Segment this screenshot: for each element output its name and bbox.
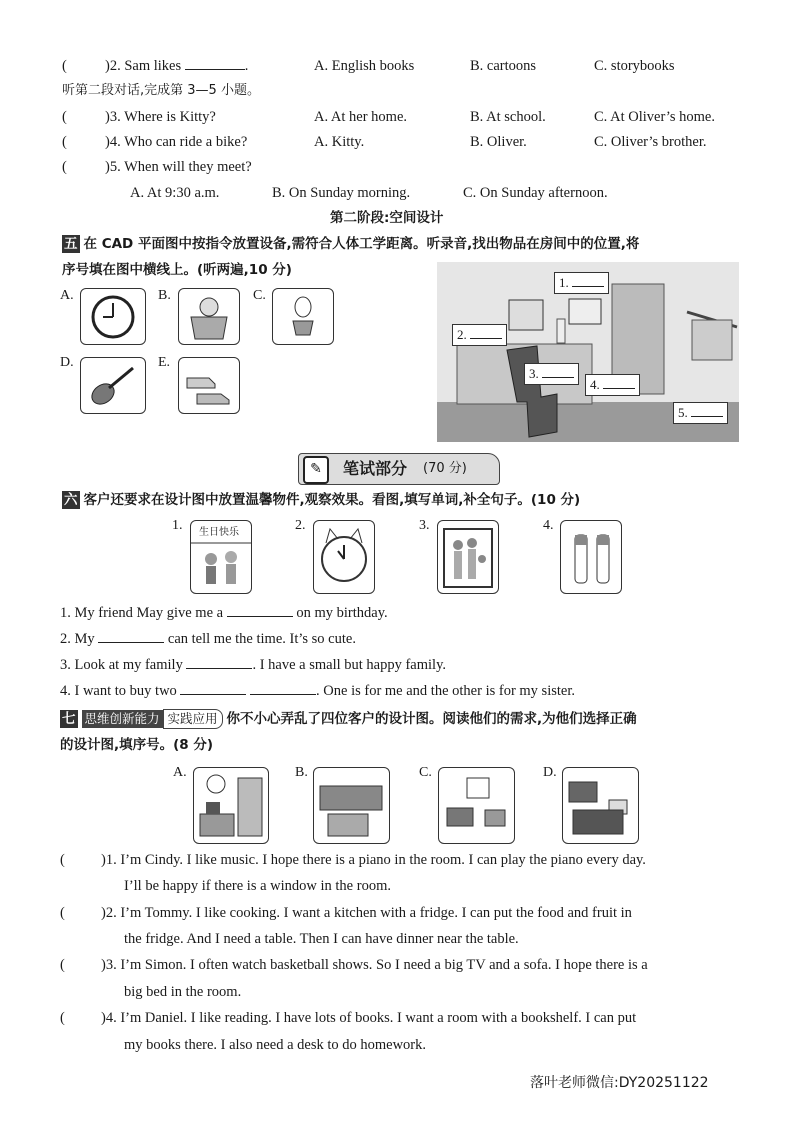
pic-1-label: 1. — [172, 518, 183, 533]
footer-watermark: 落叶老师微信:DY20251122 — [530, 1075, 709, 1091]
q2-option-a: A. English books — [314, 58, 415, 74]
stage-title: 第二阶段:空间设计 — [330, 210, 444, 226]
item-1-text: )1. I’m Cindy. I like music. I hope there is a piano in the room. I can play the piano every day. — [101, 852, 646, 868]
section7-instruction-2: 的设计图,填序号。(8 分) — [60, 737, 214, 753]
answer-paren: ( — [62, 134, 67, 150]
blank-input[interactable] — [180, 682, 246, 695]
option-e-label: E. — [158, 355, 171, 370]
toy-bear-box-icon — [179, 289, 239, 344]
answer-paren: ( — [60, 1010, 65, 1026]
design-b-label: B. — [295, 765, 308, 780]
sentence-1: 1. My friend May give me a on my birthday. — [60, 605, 388, 621]
shoes-picture — [178, 357, 240, 414]
blank-input[interactable] — [98, 630, 164, 643]
answer-paren: ( — [62, 109, 67, 125]
section7-instruction: 七 思维创新能力 实践应用 你不小心弄乱了四位客户的设计图。阅读他们的需求,为他们选择正确 — [62, 711, 637, 727]
family-photo-picture — [437, 520, 499, 594]
section5-instruction-2: 序号填在图中横线上。(听两遍,10 分) — [62, 262, 292, 278]
tag-practice: 实践应用 — [163, 709, 223, 729]
sentence-4: 4. I want to buy two . One is for me and the other is for my sister. — [60, 683, 575, 699]
toy-box-picture — [178, 288, 240, 345]
q4-option-c: C. Oliver’s brother. — [594, 134, 707, 150]
answer-paren: ( — [62, 58, 67, 74]
q4-option-b: B. Oliver. — [470, 134, 527, 150]
living-room-picture — [562, 767, 639, 844]
study-room-icon — [194, 768, 268, 843]
item-1-text-2: I’ll be happy if there is a window in the room. — [124, 878, 391, 894]
q5-option-a: A. At 9:30 a.m. — [130, 185, 220, 201]
q3-option-b: B. At school. — [470, 109, 546, 125]
q3-text: )3. Where is Kitty? — [105, 109, 216, 125]
banner-title: 笔试部分 — [343, 459, 408, 478]
blank-input[interactable] — [227, 604, 293, 617]
blank-input[interactable] — [250, 682, 316, 695]
q2-option-b: B. cartoons — [470, 58, 537, 74]
pipa-instrument-icon — [81, 358, 145, 413]
cactus-icon — [273, 289, 333, 344]
part2-instruction: 听第二段对话,完成第 3—5 小题。 — [62, 83, 260, 98]
q4-text: )4. Who can ride a bike? — [105, 134, 248, 150]
item-4-text: )4. I’m Daniel. I like reading. I have lots of books. I want a room with a bookshelf. I can put — [101, 1010, 637, 1026]
room-blank-4[interactable]: 4. — [585, 374, 640, 396]
study-room-picture — [193, 767, 269, 844]
item-3-text: )3. I’m Simon. I often watch basketball shows. So I need a big TV and a sofa. I hope there is a — [101, 957, 648, 973]
banner-score: (70 分) — [423, 461, 467, 476]
answer-paren: ( — [60, 905, 65, 921]
bottles-picture — [560, 520, 622, 594]
design-c-label: C. — [419, 765, 432, 780]
item-3-text-2: big bed in the room. — [124, 984, 242, 1000]
room-blank-2[interactable]: 2. — [452, 324, 507, 346]
piano-room-picture — [438, 767, 515, 844]
sentence-2: 2. My can tell me the time. It’s so cute. — [60, 631, 356, 647]
section5-instruction: 五 在 CAD 平面图中按指令放置设备,需符合人体工学距离。听录音,找出物品在房间中的位置,将 — [64, 236, 640, 252]
sentence-3: 3. Look at my family . I have a small but happy family. — [60, 657, 447, 673]
item-2-text: )2. I’m Tommy. I like cooking. I want a kitchen with a fridge. I can put the food and fruit in — [101, 905, 632, 921]
item-2-text-2: the fridge. And I need a table. Then I can have dinner near the table. — [124, 931, 519, 947]
q3-option-a: A. At her home. — [314, 109, 408, 125]
pic-4-label: 4. — [543, 518, 554, 533]
family-photo-icon — [438, 521, 498, 593]
birthday-card-picture — [190, 520, 252, 594]
kitchen-icon — [314, 768, 389, 843]
piano-window-icon — [439, 768, 514, 843]
clock-icon — [81, 289, 145, 344]
pipa-picture — [80, 357, 146, 414]
pic-3-label: 3. — [419, 518, 430, 533]
option-c-label: C. — [253, 288, 266, 303]
design-d-label: D. — [543, 765, 557, 780]
cat-clock-icon — [314, 521, 374, 593]
pic-2-label: 2. — [295, 518, 306, 533]
blank-input[interactable] — [186, 656, 252, 669]
q3-option-c: C. At Oliver’s home. — [594, 109, 715, 125]
clock-picture — [80, 288, 146, 345]
answer-paren: ( — [62, 159, 67, 175]
q2-option-c: C. storybooks — [594, 58, 675, 74]
q5-text: )5. When will they meet? — [105, 159, 252, 175]
answer-paren: ( — [60, 852, 65, 868]
option-a-label: A. — [60, 288, 74, 303]
room-blank-3[interactable]: 3. — [524, 363, 579, 385]
shoes-icon — [179, 358, 239, 413]
item-4-text-2: my books there. I also need a desk to do homework. — [124, 1037, 427, 1053]
written-part-banner — [298, 453, 500, 485]
tv-sofa-bed-icon — [563, 768, 638, 843]
room-blank-1[interactable]: 1. — [554, 272, 609, 294]
room-blank-5[interactable]: 5. — [673, 402, 728, 424]
q4-option-a: A. Kitty. — [314, 134, 365, 150]
room-picture — [437, 262, 739, 442]
tag-innovation: 思维创新能力 — [82, 710, 163, 728]
q2-text: )2. Sam likes . — [105, 58, 249, 74]
section6-instruction: 六 客户还要求在设计图中放置温馨物件,观察效果。看图,填写单词,补全句子。(10 分) — [64, 492, 581, 508]
cat-clock-picture — [313, 520, 375, 594]
pencil-note-icon: ✎ — [303, 456, 329, 484]
option-d-label: D. — [60, 355, 74, 370]
q5-option-b: B. On Sunday morning. — [272, 185, 411, 201]
kitchen-picture — [313, 767, 390, 844]
q5-option-c: C. On Sunday afternoon. — [463, 185, 608, 201]
water-bottles-icon — [561, 521, 621, 593]
answer-paren: ( — [60, 957, 65, 973]
card-text: 生日快乐 — [199, 527, 239, 538]
option-b-label: B. — [158, 288, 171, 303]
design-a-label: A. — [173, 765, 187, 780]
cactus-picture — [272, 288, 334, 345]
